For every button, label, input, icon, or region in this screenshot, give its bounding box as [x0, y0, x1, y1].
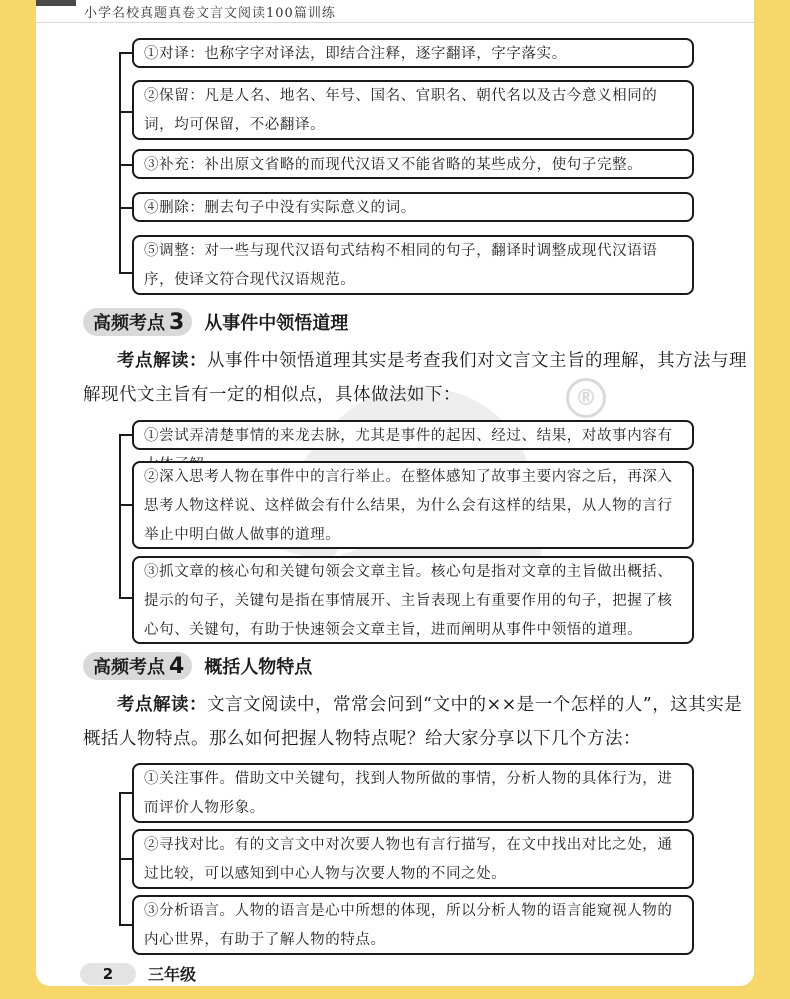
tree-branch: [119, 164, 133, 166]
tree-branch: [119, 597, 133, 599]
method-text: ①对译：也称字字对译法，即结合注释，逐字翻译，字字落实。: [144, 46, 567, 62]
method-text: ⑤调整：对一些与现代汉语句式结构不相同的句子，翻译时调整成现代汉语语序，使译文符合现代汉语规范。: [144, 243, 658, 288]
tree-branch: [119, 111, 133, 113]
method-box: [132, 38, 694, 68]
method-text: ③分析语言。人物的语言是心中所想的体现，所以分析人物的语言能窥视人物的内心世界，有助于了解人物的特点。: [144, 903, 673, 948]
method-text: ③补充：补出原文省略的而现代汉语又不能省略的某些成分，使句子完整。: [144, 157, 643, 173]
page-footer: [80, 962, 196, 985]
registered-mark: ®: [566, 378, 606, 418]
tree-trunk: [119, 434, 121, 597]
section-pill: [83, 308, 192, 336]
method-box: [132, 763, 694, 823]
page: [36, 0, 754, 986]
tree-branch: [119, 207, 133, 209]
intro-text: 从事件中领悟道理其实是考查我们对文言文主旨的理解，其方法与理解现代文主旨有一定的相似点，具体做法如下：: [83, 351, 747, 405]
section-pill: [83, 652, 192, 680]
page-number: 2: [80, 963, 136, 985]
method-box: [132, 80, 694, 140]
section-number: 3: [169, 309, 185, 335]
running-header: [36, 0, 754, 23]
section-number: 4: [169, 653, 185, 679]
tree-trunk: [119, 52, 121, 272]
method-text: ①关注事件。借助文中关键句，找到人物所做的事情，分析人物的具体行为，进而评价人物形象。: [144, 771, 673, 816]
header-bar: [36, 0, 76, 6]
method-box: [132, 461, 694, 549]
method-text: ①尝试弄清楚事情的来龙去脉，尤其是事件的起因、经过、结果，对故事内容有: [144, 428, 673, 444]
section-header: [83, 652, 312, 680]
method-text: ②寻找对比。有的文言文中对次要人物也有言行描写，在文中找出对比之处，通过比较，可以感知到中心人物与次要人物的不同之处。: [144, 837, 673, 882]
section-title: 概括人物特点: [204, 657, 313, 678]
method-box: [132, 149, 694, 179]
tree-branch: [119, 858, 133, 860]
tree-branch: [119, 792, 133, 794]
intro-text: 文言文阅读中，常常会问到“文中的××是一个怎样的人”，这其实是概括人物特点。那么如何把握人物特点呢？给大家分享以下几个方法：: [83, 695, 743, 749]
section-label: 高频考点: [93, 313, 165, 334]
method-text: ④删除：删去句子中没有实际意义的词。: [144, 200, 416, 216]
section-label: 高频考点: [93, 657, 165, 678]
method-box: [132, 235, 694, 295]
tree-branch: [119, 504, 133, 506]
running-header-title: 小学名校真题真卷文言文阅读100篇训练: [84, 6, 336, 21]
method-text: ③抓文章的核心句和关键句领会文章主旨。核心句是指对文章的主旨做出概括、提示的句子，关键句是指在事情展开、主旨表现上有重要作用的句子，把握了核心句、关键句，有助于快速领会文章主旨，进而阐明从事件中领悟的道理。: [144, 564, 673, 638]
intro-label: 考点解读：: [117, 351, 207, 371]
intro-paragraph: [83, 688, 748, 756]
intro-label: 考点解读：: [117, 695, 207, 715]
method-box: [132, 895, 694, 955]
tree-branch: [119, 272, 133, 274]
method-text: ②保留：凡是人名、地名、年号、国名、官职名、朝代名以及古今意义相同的词，均可保留，不必翻译。: [144, 88, 658, 133]
tree-branch: [119, 52, 133, 54]
method-box: [132, 192, 694, 222]
method-text: ②深入思考人物在事件中的言行举止。在整体感知了故事主要内容之后，再深入思考人物这样说、这样做会有什么结果，为什么会有这样的结果，从人物的言行举止中明白做人做事的道理。: [144, 469, 673, 543]
section-header: [83, 308, 348, 336]
intro-paragraph: [83, 344, 748, 412]
tree-branch: [119, 924, 133, 926]
section-title: 从事件中领悟道理: [204, 313, 349, 334]
tree-branch: [119, 434, 133, 436]
method-box: [132, 829, 694, 889]
method-box: [132, 556, 694, 644]
method-box: [132, 420, 694, 450]
grade-label: 三年级: [148, 965, 197, 984]
